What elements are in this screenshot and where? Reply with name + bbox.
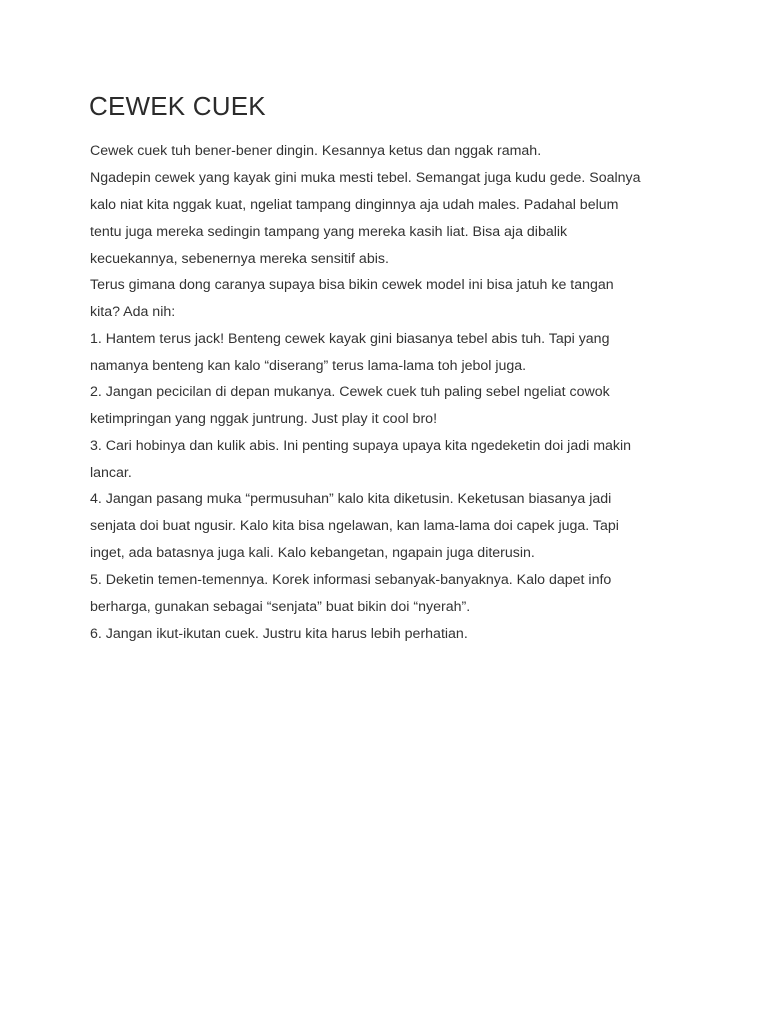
text-line: 2. Jangan pecicilan di depan mukanya. Cewek cuek tuh paling sebel ngeliat cowok	[90, 384, 610, 400]
text-line: senjata doi buat ngusir. Kalo kita bisa ngelawan, kan lama-lama doi capek juga. Tapi	[90, 518, 619, 534]
text-line: Ngadepin cewek yang kayak gini muka mesti tebel. Semangat juga kudu gede. Soalnya	[90, 170, 641, 186]
text-line: kecuekannya, sebenernya mereka sensitif abis.	[90, 251, 389, 267]
text-line: tentu juga mereka sedingin tampang yang mereka kasih liat. Bisa aja dibalik	[90, 224, 568, 240]
text-line: 3. Cari hobinya dan kulik abis. Ini penting supaya upaya kita ngedeketin doi jadi makin	[90, 438, 632, 454]
text-line: Terus gimana dong caranya supaya bisa bikin cewek model ini bisa jatuh ke tangan	[90, 277, 614, 293]
text-line: lancar.	[90, 465, 132, 481]
document-title: CEWEK CUEK	[89, 91, 266, 121]
text-line: 5. Deketin temen-temennya. Korek informasi sebanyak-banyaknya. Kalo dapet info	[90, 572, 612, 588]
text-line: berharga, gunakan sebagai “senjata” buat bikin doi “nyerah”.	[90, 599, 471, 615]
text-line: 6. Jangan ikut-ikutan cuek. Justru kita harus lebih perhatian.	[90, 626, 468, 642]
text-line: namanya benteng kan kalo “diserang” terus lama-lama toh jebol juga.	[90, 358, 527, 374]
text-line: inget, ada batasnya juga kali. Kalo kebangetan, ngapain juga diterusin.	[90, 545, 535, 561]
text-line: 4. Jangan pasang muka “permusuhan” kalo kita diketusin. Keketusan biasanya jadi	[90, 491, 612, 507]
text-line: kalo niat kita nggak kuat, ngeliat tampang dinginnya aja udah males. Padahal belum	[90, 197, 619, 213]
text-line: kita? Ada nih:	[90, 304, 176, 320]
text-line: ketimpringan yang nggak juntrung. Just play it cool bro!	[90, 411, 438, 427]
text-line: Cewek cuek tuh bener-bener dingin. Kesannya ketus dan nggak ramah.	[90, 143, 542, 159]
text-line: 1. Hantem terus jack! Benteng cewek kayak gini biasanya tebel abis tuh. Tapi yang	[90, 331, 610, 347]
